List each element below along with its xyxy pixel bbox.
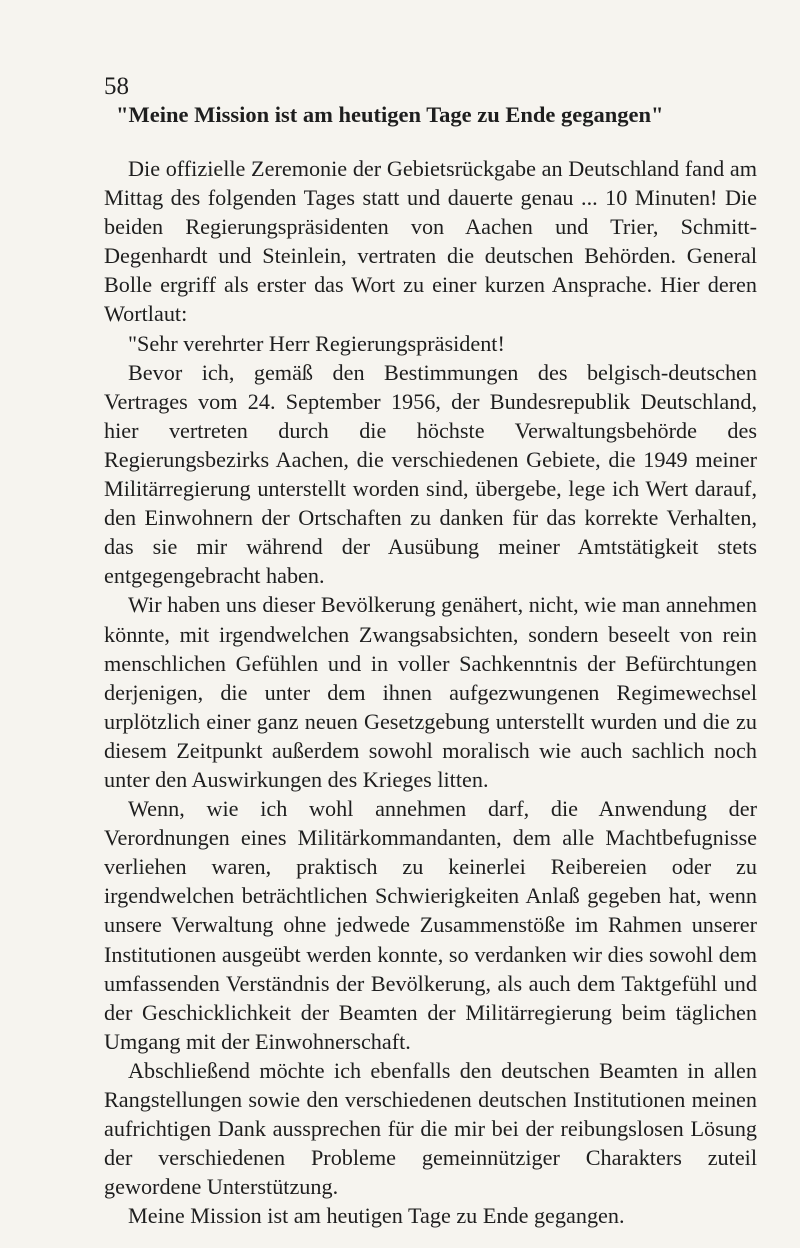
chapter-title: "Meine Mission ist am heutigen Tage zu Ende gegangen" xyxy=(116,102,664,127)
paragraph: Abschließend möchte ich ebenfalls den deutschen Beamten in allen Rangstellungen sowie den verschiedenen deutschen Institutionen meinen aufrichtigen Dank aussprechen für die mir bei der reibungslosen Lösung der verschiedenen Probleme gemeinnütziger Charakters zuteil gewordene Unterstützung. xyxy=(104,1057,757,1200)
paragraph: "Sehr verehrter Herr Regierungspräsident! xyxy=(128,330,505,356)
paragraph: Wenn, wie ich wohl annehmen darf, die Anwendung der Verordnungen eines Militärkommandanten, dem alle Machtbefugnisse verliehen waren, praktisch zu keinerlei Reibereien oder zu irgendwelchen beträchtlichen Schwierigkeiten Anlaß gegeben hat, wenn unsere Verwaltung ohne jedwede Zusammenstöße im Rahmen unserer Institutionen ausgeübt werden konnte, so verdanken wir dies sowohl dem umfassenden Verständnis der Bevölkerung, als auch dem Taktgefühl und der Geschicklichkeit der Beamten der Militärregierung beim täglichen Umgang mit der Einwohnerschaft. xyxy=(104,796,757,1054)
paragraph: Bevor ich, gemäß den Bestimmungen des belgisch-deutschen Vertrages vom 24. September 1956, der Bundesrepublik Deutschland, hier vertreten durch die höchste Verwaltungsbehörde des Regierungsbezirks Aachen, die verschiedenen Gebiete, die 1949 meiner Militärregierung unterstellt worden sind, übergebe, lege ich Wert darauf, den Einwohnern der Ortschaften zu danken für das korrekte Verhalten, das sie mir während der Ausübung meiner Amtstätigkeit stets entgegengebracht haben. xyxy=(104,359,757,589)
paragraph: Wir haben uns dieser Bevölkerung genähert, nicht, wie man annehmen könnte, mit irgendwelchen Zwangsabsichten, sondern beseelt von rein menschlichen Gefühlen und in voller Sachkenntnis der Befürchtungen derjenigen, die unter dem ihnen aufgezwungenen Regimewechsel urplötzlich einer ganz neuen Gesetzgebung unterstellt wurden und die zu diesem Zeitpunkt außerdem sowohl moralisch wie auch sachlich noch unter den Auswirkungen des Krieges litten. xyxy=(104,592,757,792)
body-text xyxy=(104,154,757,1230)
paragraph: Meine Mission ist am heutigen Tage zu Ende gegangen. xyxy=(128,1203,625,1229)
paragraph: Die offizielle Zeremonie der Gebietsrückgabe an Deutschland fand am Mittag des folgenden Tages statt und dauerte genau ... 10 Minuten! Die beiden Regierungspräsidenten von Aachen und Trier, Schmitt-Degenhardt und Steinlein, vertraten die deutschen Behörden. General Bolle ergriff als erster das Wort zu einer kurzen Ansprache. Hier deren Wortlaut: xyxy=(104,156,757,327)
page-number: 58 xyxy=(104,73,129,100)
